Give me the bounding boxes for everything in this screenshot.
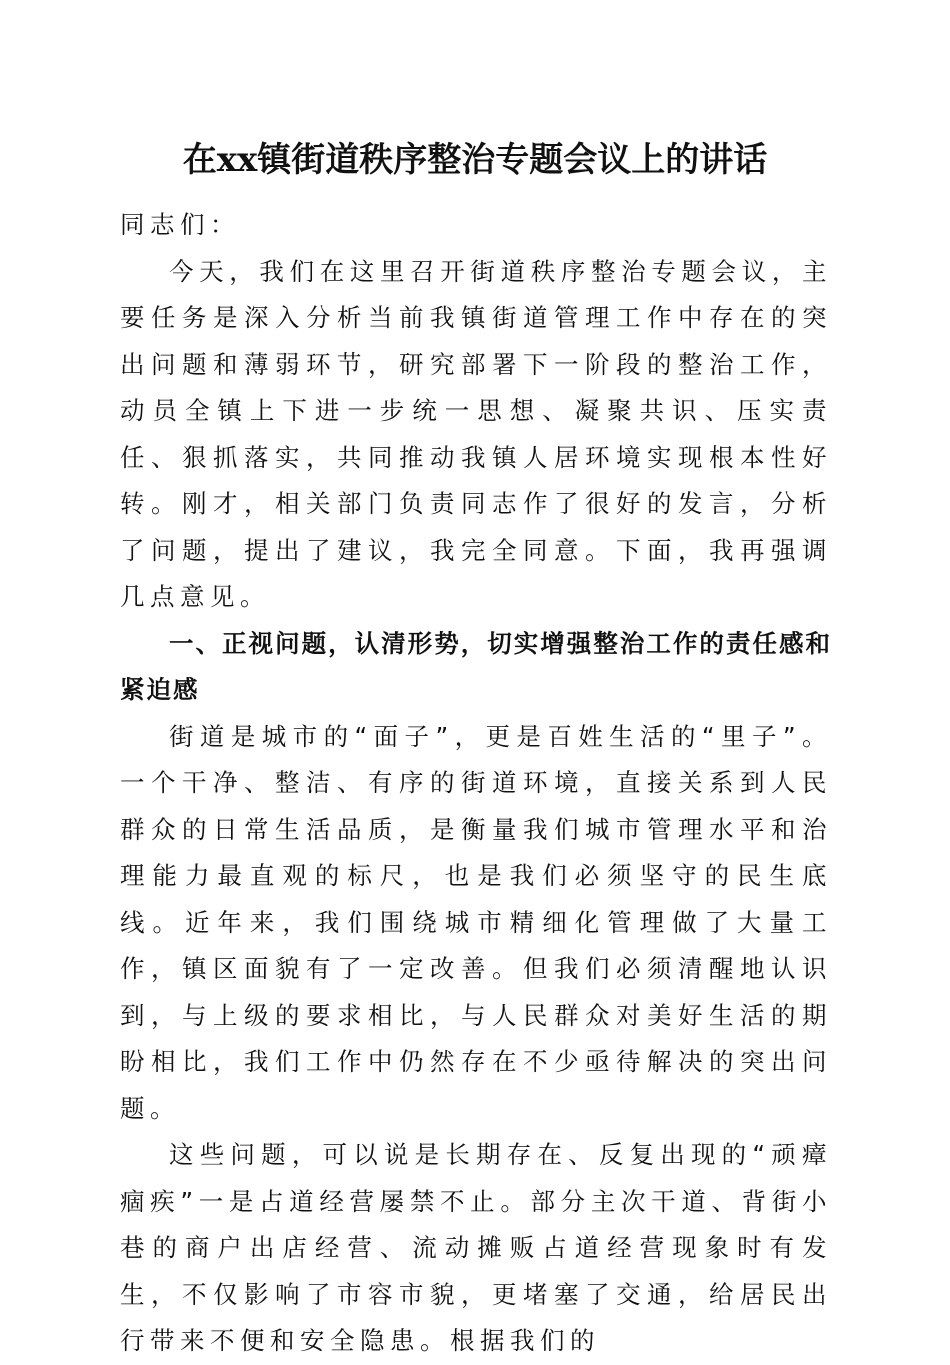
section-paragraph: 街道是城市的“面子”，更是百姓生活的“里子”。一个干净、整洁、有序的街道环境，直接关系到人民群众的日常生活品质，是衡量我们城市管理水平和治理能力最直观的标尺，也是我们必须坚守的民生底线。近年来，我们围绕城市精细化管理做了大量工作，镇区面貌有了一定改善。但我们必须清醒地认识到，与上级的要求相比，与人民群众对美好生活的期盼相比，我们工作中仍然存在不少亟待解决的突出问题。 (120, 721, 832, 1123)
intro-paragraph: 今天，我们在这里召开街道秩序整治专题会议，主要任务是深入分析当前我镇街道管理工作中存在的突出问题和薄弱环节，研究部署下一阶段的整治工作，动员全镇上下进一步统一思想、凝聚共识、压实责任、狠抓落实，共同推动我镇人居环境实现根本性好转。刚才，相关部门负责同志作了很好的发言，分析了问题，提出了建议，我完全同意。下面，我再强调几点意见。 (120, 256, 832, 611)
document-body (120, 202, 832, 1365)
section-heading: 一、正视问题，认清形势，切实增强整治工作的责任感和紧迫感 (120, 628, 832, 704)
section-paragraph: 这些问题，可以说是长期存在、反复出现的“顽瘴痼疾”一是占道经营屡禁不止。部分主次干道、背街小巷的商户出店经营、流动摊贩占道经营现象时有发生，不仅影响了市容市貌，更堵塞了交通，给居民出行带来不便和安全隐患。根据我们的 (120, 1140, 832, 1355)
document-title: 在xx镇街道秩序整治专题会议上的讲话 (182, 140, 768, 180)
salutation: 同志们： (120, 210, 240, 239)
